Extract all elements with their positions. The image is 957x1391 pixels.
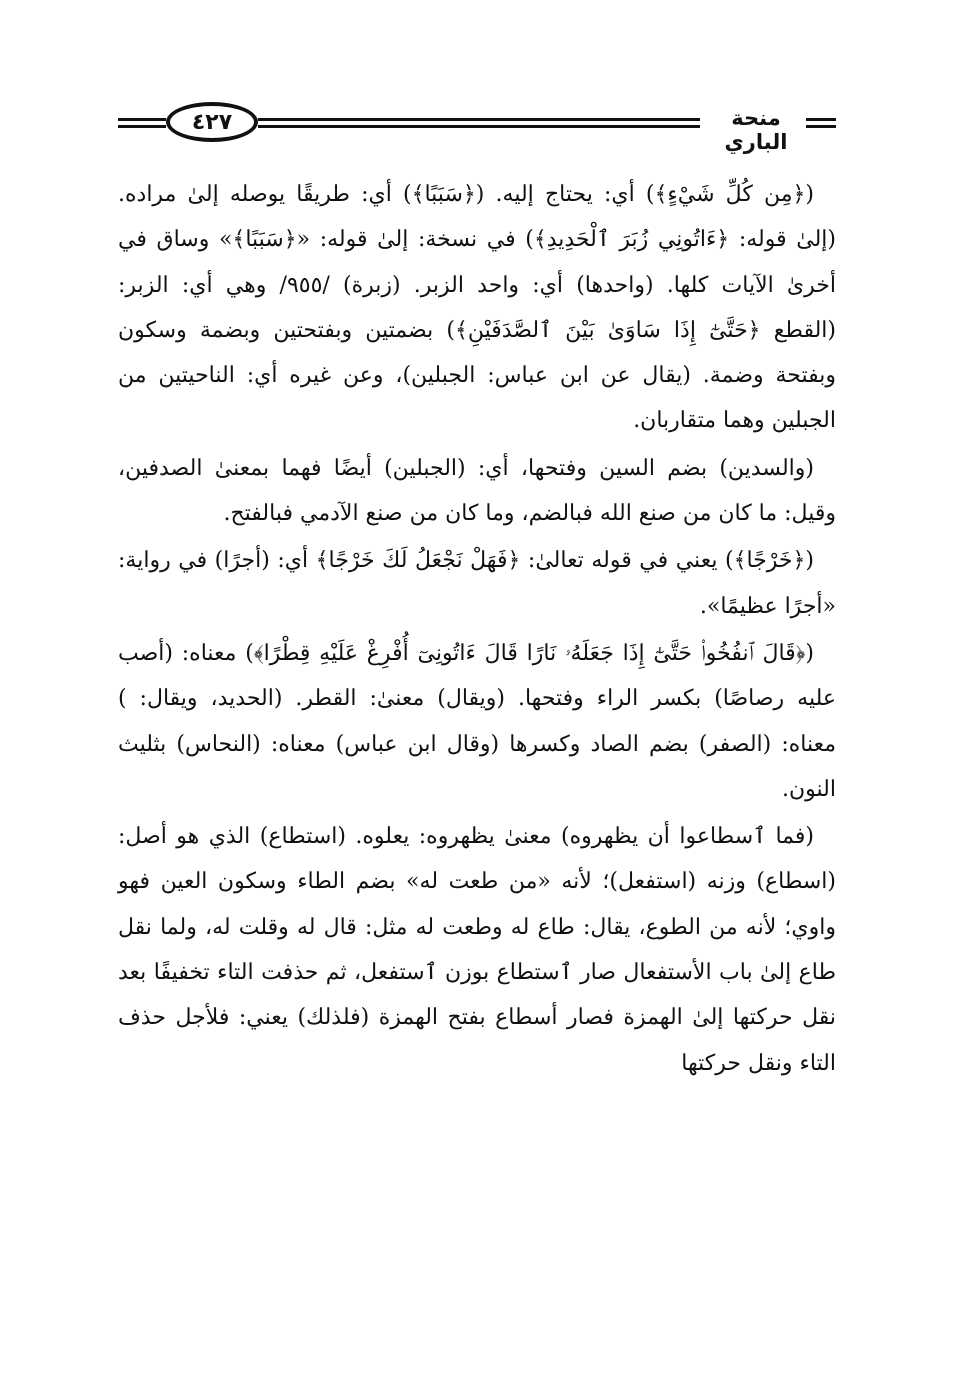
header-rule-right [806,118,836,128]
page-number: ٤٢٧ [166,102,258,142]
running-title: منحة الباري [724,106,788,154]
paragraph: (﴿خَرْجًا﴾) يعني في قوله تعالىٰ: ﴿فَهَلْ نَجْعَلُ لَكَ خَرْجًا﴾ أي: (أجرًا) في رواية: «أجرًا عظيمًا». [118,548,836,619]
header-rule-middle [258,118,700,128]
paragraph: (فما ٱسطاعوا أن يظهروه) معنىٰ يظهروه: يعلوه. (استطاع) الذي هو أصل: (اسطاع) وزنه (استفعل)؛ لأنه «من طعت له» بضم الطاء وسكون العين فهو واوي؛ لأنه من الطوع، يقال: طاع له وطعت له مثل: قال له وقلت له، ولما نقل طاع إلىٰ باب الأستفعال صار ٱستطاع بوزن ٱستفعل، ثم حذفت التاء تخفيفًا بعد نقل حركتها إلىٰ الهمزة فصار أسطاع بفتح الهمزة (فلذلك) يعني: فلأجل حذف التاء ونقل حركتها [118,824,836,1076]
paragraph: (﴿قَالَ ٱنفُخُوا۟ حَتَّىٰٓ إِذَا جَعَلَهُۥ نَارًا قَالَ ءَاتُونِىٓ أُفْرِغْ عَلَيْهِ قِطْرًا﴾) معناه: (أصب عليه رصاصًا) بكسر الراء وفتحها. (ويقال) معنىٰ: القطر. (الحديد، ويقال: ) معناه: (الصفر) بضم الصاد وكسرها (وقال ابن عباس) معناه: (النحاس) بثليث النون. [118,640,836,802]
page-body [118,172,836,1086]
paragraph: (والسدين) بضم السين وفتحها، أي: (الجبلين) أيضًا فهما بمعنىٰ الصدفين، وقيل: ما كان من صنع الله فبالضم، وما كان من صنع الآدمي فبالفتح. [118,455,836,527]
page-header [118,96,836,154]
header-rule-left [118,118,166,128]
paragraph: (﴿مِن كُلِّ شَيْءٍ﴾) أي: يحتاج إليه. (﴿سَبَبًا﴾) أي: طريقًا يوصله إلىٰ مراده. (إلىٰ قوله: ﴿ءَاتُونِي زُبَرَ ٱلْحَدِيدِ﴾) في نسخة: إلىٰ قوله: «﴿سَبَبًا﴾» وساق في أخرىٰ الآيات كلها. (واحدها) أي: واحد الزبر. (زبرة) /٩٥٥/ وهي أي: الزبر: (القطع ﴿حَتَّىٰٓ إِذَا سَاوَىٰ بَيْنَ ٱلصَّدَفَيْنِ﴾) بضمتين وبفتحتين وبضمة وسكون وبفتحة وضمة. (يقال عن ابن عباس: الجبلين)، وعن غيره أي: الناحيتين من الجبلين وهما متقاربان. [118,182,836,434]
